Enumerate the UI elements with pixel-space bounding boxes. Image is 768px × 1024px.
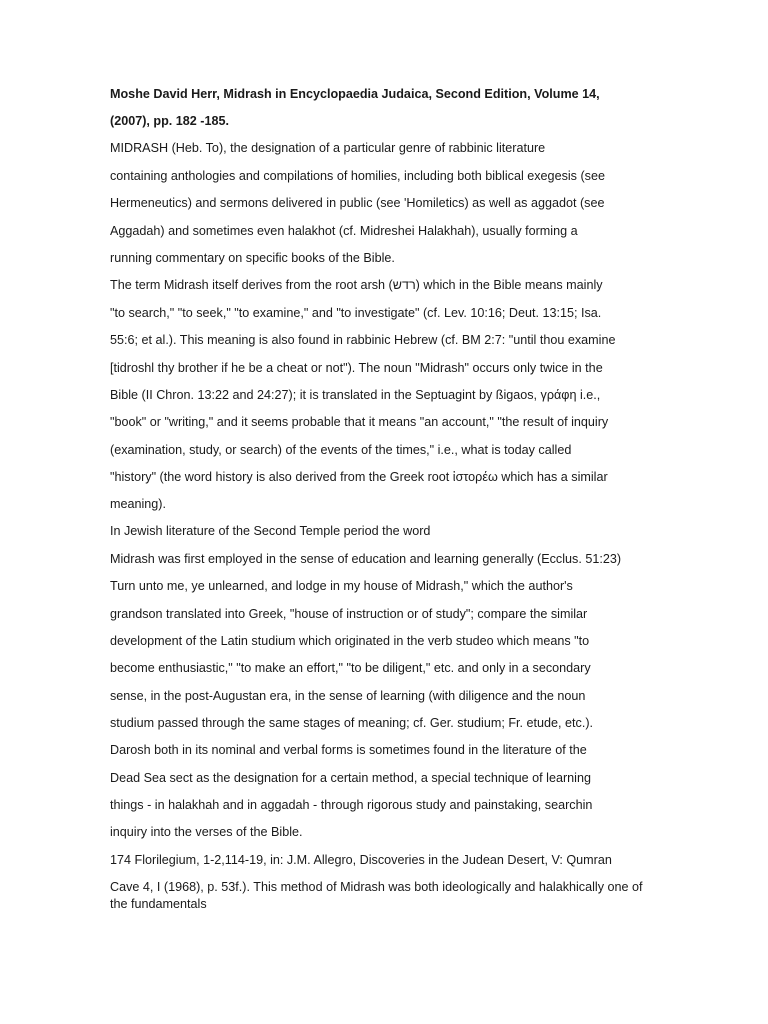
text-line: running commentary on specific books of the Bible.: [110, 251, 395, 265]
text-line: Darosh both in its nominal and verbal forms is sometimes found in the literature of the: [110, 743, 587, 757]
citation-line-2: (2007), pp. 182 -185.: [110, 114, 230, 128]
text-line: (examination, study, or search) of the events of the times," i.e., what is today called: [110, 443, 572, 457]
text-line: containing anthologies and compilations of homilies, including both biblical exegesis (see: [110, 169, 605, 183]
text-line: 55:6; et al.). This meaning is also found in rabbinic Hebrew (cf. BM 2:7: "until thou examine: [110, 333, 616, 347]
text-line: Aggadah) and sometimes even halakhot (cf. Midreshei Halakhah), usually forming a: [110, 224, 578, 238]
text-line: become enthusiastic," "to make an effort," "to be diligent," etc. and only in a secondary: [110, 661, 591, 675]
text-line: "to search," "to seek," "to examine," and "to investigate" (cf. Lev. 10:16; Deut. 13:15; Isa.: [110, 306, 602, 320]
text-line: "book" or "writing," and it seems probable that it means "an account," "the result of inquiry: [110, 415, 609, 429]
text-line: MIDRASH (Heb. To), the designation of a particular genre of rabbinic literature: [110, 141, 546, 155]
text-line: 174 Florilegium, 1-2,114-19, in: J.M. Allegro, Discoveries in the Judean Desert, V: Qumran: [110, 853, 612, 867]
text-line: [tidroshl thy brother if he be a cheat or not"). The noun "Midrash" occurs only twice in the: [110, 361, 603, 375]
text-line: Midrash was first employed in the sense of education and learning generally (Ecclus. 51:23): [110, 552, 622, 566]
text-line: inquiry into the verses of the Bible.: [110, 825, 303, 839]
text-line: meaning).: [110, 497, 167, 511]
text-line: development of the Latin studium which originated in the verb studeo which means "to: [110, 634, 590, 648]
text-line: grandson translated into Greek, "house of instruction or of study"; compare the similar: [110, 607, 588, 621]
text-line: Dead Sea sect as the designation for a certain method, a special technique of learning: [110, 771, 591, 785]
text-line: "history" (the word history is also derived from the Greek root ἱστορέω which has a similar: [110, 470, 608, 484]
text-line: Turn unto me, ye unlearned, and lodge in my house of Midrash," which the author's: [110, 579, 573, 593]
text-line: Hermeneutics) and sermons delivered in public (see 'Homiletics) as well as aggadot (see: [110, 196, 605, 210]
text-line: The term Midrash itself derives from the root arsh (רדש) which in the Bible means mainly: [110, 278, 603, 292]
text-line: things - in halakhah and in aggadah - through rigorous study and painstaking, searchin: [110, 798, 593, 812]
text-line: sense, in the post-Augustan era, in the sense of learning (with diligence and the noun: [110, 689, 586, 703]
text-line: the fundamentals: [110, 897, 207, 911]
citation-line-1: Moshe David Herr, Midrash in Encyclopaedia Judaica, Second Edition, Volume 14,: [110, 87, 600, 101]
text-line: studium passed through the same stages of meaning; cf. Ger. studium; Fr. etude, etc.).: [110, 716, 594, 730]
text-line: Cave 4, I (1968), p. 53f.). This method of Midrash was both ideologically and halakhically one of: [110, 880, 643, 894]
text-line: In Jewish literature of the Second Temple period the word: [110, 524, 431, 538]
text-line: Bible (II Chron. 13:22 and 24:27); it is translated in the Septuagint by ßigaos, γράφη i.e.,: [110, 388, 601, 402]
